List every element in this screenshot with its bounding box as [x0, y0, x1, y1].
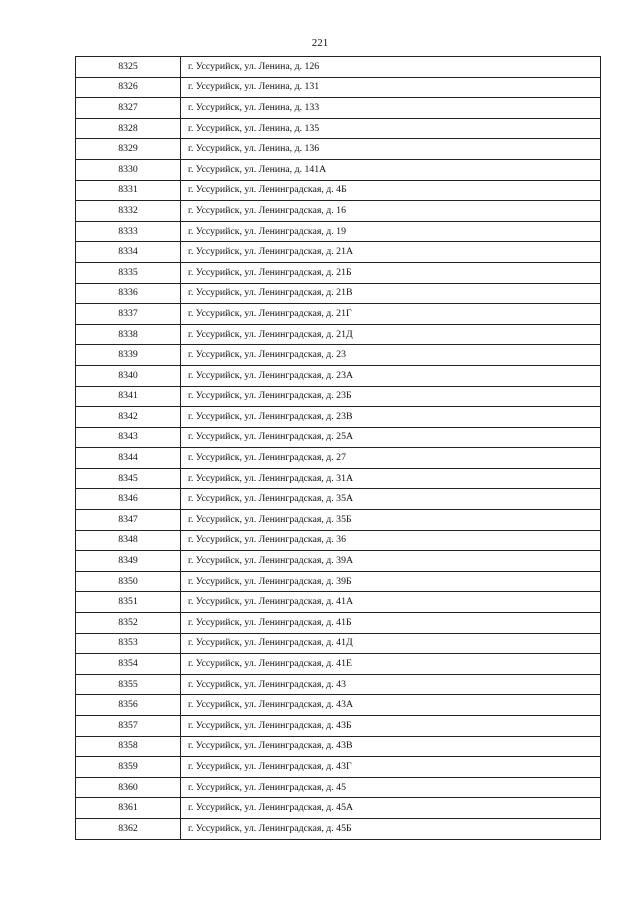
table-row [76, 324, 601, 345]
table-row [76, 201, 601, 222]
address-cell: г. Уссурийск, ул. Ленинградская, д. 43 [181, 674, 601, 695]
table-row [76, 262, 601, 283]
row-number-cell: 8356 [76, 695, 181, 716]
row-number-cell: 8342 [76, 407, 181, 428]
row-number-cell: 8346 [76, 489, 181, 510]
table-row [76, 221, 601, 242]
address-cell: г. Уссурийск, ул. Ленинградская, д. 45 [181, 777, 601, 798]
address-cell: г. Уссурийск, ул. Ленинградская, д. 39А [181, 551, 601, 572]
table-row [76, 118, 601, 139]
address-cell: г. Уссурийск, ул. Ленинградская, д. 41Д [181, 633, 601, 654]
row-number-cell: 8347 [76, 510, 181, 531]
row-number-cell: 8326 [76, 77, 181, 98]
table-row [76, 798, 601, 819]
address-cell: г. Уссурийск, ул. Ленинградская, д. 43А [181, 695, 601, 716]
address-cell: г. Уссурийск, ул. Ленинградская, д. 43Б [181, 716, 601, 737]
row-number-cell: 8341 [76, 386, 181, 407]
table-row [76, 592, 601, 613]
row-number-cell: 8352 [76, 613, 181, 634]
address-cell: г. Уссурийск, ул. Ленинградская, д. 41Б [181, 613, 601, 634]
table-row [76, 180, 601, 201]
table-row [76, 695, 601, 716]
row-number-cell: 8358 [76, 736, 181, 757]
row-number-cell: 8344 [76, 448, 181, 469]
table-row [76, 365, 601, 386]
table-row [76, 98, 601, 119]
table-row [76, 674, 601, 695]
table-row [76, 613, 601, 634]
address-cell: г. Уссурийск, ул. Ленинградская, д. 27 [181, 448, 601, 469]
table-row [76, 407, 601, 428]
table-row [76, 757, 601, 778]
row-number-cell: 8331 [76, 180, 181, 201]
address-cell: г. Уссурийск, ул. Ленинградская, д. 21Б [181, 262, 601, 283]
address-cell: г. Уссурийск, ул. Ленинградская, д. 39Б [181, 571, 601, 592]
table-row [76, 77, 601, 98]
address-cell: г. Уссурийск, ул. Ленинградская, д. 43Г [181, 757, 601, 778]
table-row [76, 510, 601, 531]
row-number-cell: 8330 [76, 159, 181, 180]
address-cell: г. Уссурийск, ул. Ленина, д. 136 [181, 139, 601, 160]
row-number-cell: 8329 [76, 139, 181, 160]
address-cell: г. Уссурийск, ул. Ленина, д. 126 [181, 57, 601, 78]
address-cell: г. Уссурийск, ул. Ленинградская, д. 19 [181, 221, 601, 242]
address-cell: г. Уссурийск, ул. Ленинградская, д. 41Е [181, 654, 601, 675]
address-cell: г. Уссурийск, ул. Ленинградская, д. 35А [181, 489, 601, 510]
row-number-cell: 8328 [76, 118, 181, 139]
row-number-cell: 8340 [76, 365, 181, 386]
address-cell: г. Уссурийск, ул. Ленинградская, д. 25А [181, 427, 601, 448]
table-row [76, 448, 601, 469]
table-row [76, 345, 601, 366]
address-cell: г. Уссурийск, ул. Ленина, д. 141А [181, 159, 601, 180]
table-row [76, 654, 601, 675]
address-cell: г. Уссурийск, ул. Ленинградская, д. 23В [181, 407, 601, 428]
row-number-cell: 8360 [76, 777, 181, 798]
table-row [76, 242, 601, 263]
table-row [76, 159, 601, 180]
row-number-cell: 8333 [76, 221, 181, 242]
row-number-cell: 8336 [76, 283, 181, 304]
row-number-cell: 8354 [76, 654, 181, 675]
address-cell: г. Уссурийск, ул. Ленина, д. 133 [181, 98, 601, 119]
row-number-cell: 8350 [76, 571, 181, 592]
address-cell: г. Уссурийск, ул. Ленинградская, д. 45Б [181, 818, 601, 839]
table-row [76, 716, 601, 737]
row-number-cell: 8349 [76, 551, 181, 572]
address-cell: г. Уссурийск, ул. Ленинградская, д. 31А [181, 468, 601, 489]
row-number-cell: 8325 [76, 57, 181, 78]
row-number-cell: 8362 [76, 818, 181, 839]
address-cell: г. Уссурийск, ул. Ленинградская, д. 45А [181, 798, 601, 819]
address-cell: г. Уссурийск, ул. Ленинградская, д. 23Б [181, 386, 601, 407]
row-number-cell: 8334 [76, 242, 181, 263]
table-row [76, 427, 601, 448]
row-number-cell: 8337 [76, 304, 181, 325]
address-cell: г. Уссурийск, ул. Ленина, д. 131 [181, 77, 601, 98]
table-row [76, 777, 601, 798]
row-number-cell: 8353 [76, 633, 181, 654]
row-number-cell: 8339 [76, 345, 181, 366]
address-cell: г. Уссурийск, ул. Ленинградская, д. 23 [181, 345, 601, 366]
row-number-cell: 8343 [76, 427, 181, 448]
row-number-cell: 8357 [76, 716, 181, 737]
address-cell: г. Уссурийск, ул. Ленинградская, д. 43В [181, 736, 601, 757]
row-number-cell: 8351 [76, 592, 181, 613]
row-number-cell: 8332 [76, 201, 181, 222]
page-number: 221 [311, 37, 329, 49]
table-row [76, 489, 601, 510]
table-row [76, 818, 601, 839]
row-number-cell: 8348 [76, 530, 181, 551]
table-row [76, 283, 601, 304]
table-row [76, 551, 601, 572]
row-number-cell: 8338 [76, 324, 181, 345]
table-row [76, 139, 601, 160]
table-row [76, 468, 601, 489]
table-row [76, 57, 601, 78]
address-cell: г. Уссурийск, ул. Ленинградская, д. 4Б [181, 180, 601, 201]
table-row [76, 736, 601, 757]
table-row [76, 530, 601, 551]
table-row [76, 571, 601, 592]
row-number-cell: 8345 [76, 468, 181, 489]
address-cell: г. Уссурийск, ул. Ленинградская, д. 21Г [181, 304, 601, 325]
address-cell: г. Уссурийск, ул. Ленинградская, д. 41А [181, 592, 601, 613]
row-number-cell: 8355 [76, 674, 181, 695]
address-table-body [76, 57, 601, 840]
address-cell: г. Уссурийск, ул. Ленинградская, д. 16 [181, 201, 601, 222]
address-cell: г. Уссурийск, ул. Ленинградская, д. 35Б [181, 510, 601, 531]
address-table [75, 56, 601, 840]
address-cell: г. Уссурийск, ул. Ленинградская, д. 23А [181, 365, 601, 386]
address-cell: г. Уссурийск, ул. Ленинградская, д. 21В [181, 283, 601, 304]
address-cell: г. Уссурийск, ул. Ленинградская, д. 21Д [181, 324, 601, 345]
row-number-cell: 8361 [76, 798, 181, 819]
address-cell: г. Уссурийск, ул. Ленинградская, д. 36 [181, 530, 601, 551]
table-row [76, 304, 601, 325]
row-number-cell: 8327 [76, 98, 181, 119]
row-number-cell: 8335 [76, 262, 181, 283]
row-number-cell: 8359 [76, 757, 181, 778]
table-row [76, 386, 601, 407]
address-cell: г. Уссурийск, ул. Ленинградская, д. 21А [181, 242, 601, 263]
address-cell: г. Уссурийск, ул. Ленина, д. 135 [181, 118, 601, 139]
table-row [76, 633, 601, 654]
